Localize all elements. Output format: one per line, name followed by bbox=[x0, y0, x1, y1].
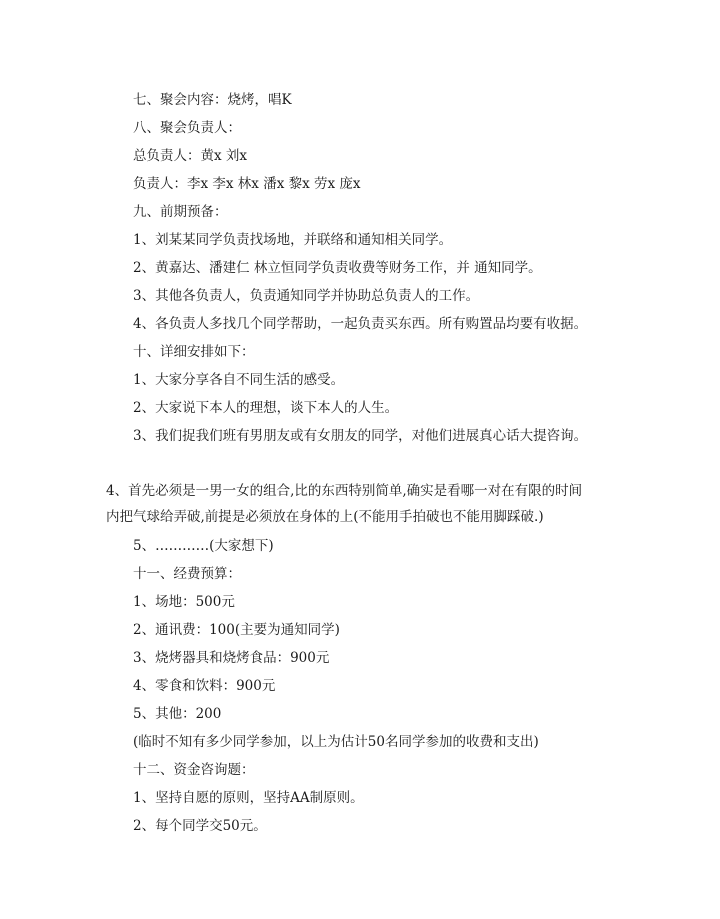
plan-item-1: 1、大家分享各自不同生活的感受。 bbox=[133, 372, 345, 388]
budget-venue: 1、场地：500元 bbox=[133, 594, 235, 610]
section-eight-heading: 八、聚会负责人： bbox=[133, 120, 241, 136]
section-nine-heading: 九、前期预备： bbox=[133, 204, 228, 220]
prep-item-2: 2、黄嘉达、潘建仁 林立恒同学负责收费等财务工作，并 通知同学。 bbox=[133, 260, 542, 276]
plan-item-3: 3、我们捉我们班有男朋友或有女朋友的同学，对他们进展真心话大提咨询。 bbox=[133, 428, 588, 444]
funding-item-1: 1、坚持自愿的原则，坚持AA制原则。 bbox=[133, 790, 364, 806]
budget-note: (临时不知有多少同学参加，以上为估计50名同学参加的收费和支出) bbox=[133, 734, 539, 750]
prep-item-1: 1、刘某某同学负责找场地，并联络和通知相关同学。 bbox=[133, 232, 453, 248]
budget-bbq: 3、烧烤器具和烧烤食品：900元 bbox=[133, 650, 330, 666]
game-paragraph-line-2: 内把气球给弄破,前提是必须放在身体的上(不能用手拍破也不能用脚踩破.) bbox=[106, 509, 544, 525]
budget-other: 5、其他：200 bbox=[133, 706, 222, 722]
chief-organizers: 总负责人：黄x 刘x bbox=[133, 148, 248, 164]
section-seven-content: 七、聚会内容：烧烤，唱K bbox=[133, 92, 292, 108]
funding-item-2: 2、每个同学交50元。 bbox=[133, 818, 267, 834]
section-ten-heading: 十、详细安排如下： bbox=[133, 344, 255, 360]
budget-communication: 2、通讯费：100(主要为通知同学) bbox=[133, 622, 340, 638]
game-paragraph-line-1: 4、首先必须是一男一女的组合,比的东西特别简单,确实是看哪一对在有限的时间 bbox=[106, 483, 583, 499]
section-twelve-heading: 十二、资金咨询题： bbox=[133, 762, 255, 778]
organizers-list: 负责人：李x 李x 林x 潘x 黎x 劳x 庞x bbox=[133, 176, 361, 192]
plan-item-5: 5、…………(大家想下) bbox=[133, 538, 274, 554]
prep-item-3: 3、其他各负责人，负责通知同学并协助总负责人的工作。 bbox=[133, 288, 480, 304]
plan-item-2: 2、大家说下本人的理想，谈下本人的人生。 bbox=[133, 400, 399, 416]
section-eleven-heading: 十一、经费预算： bbox=[133, 566, 241, 582]
prep-item-4: 4、各负责人多找几个同学帮助，一起负责买东西。所有购置品均要有收据。 bbox=[133, 316, 588, 332]
budget-snacks: 4、零食和饮料：900元 bbox=[133, 678, 276, 694]
